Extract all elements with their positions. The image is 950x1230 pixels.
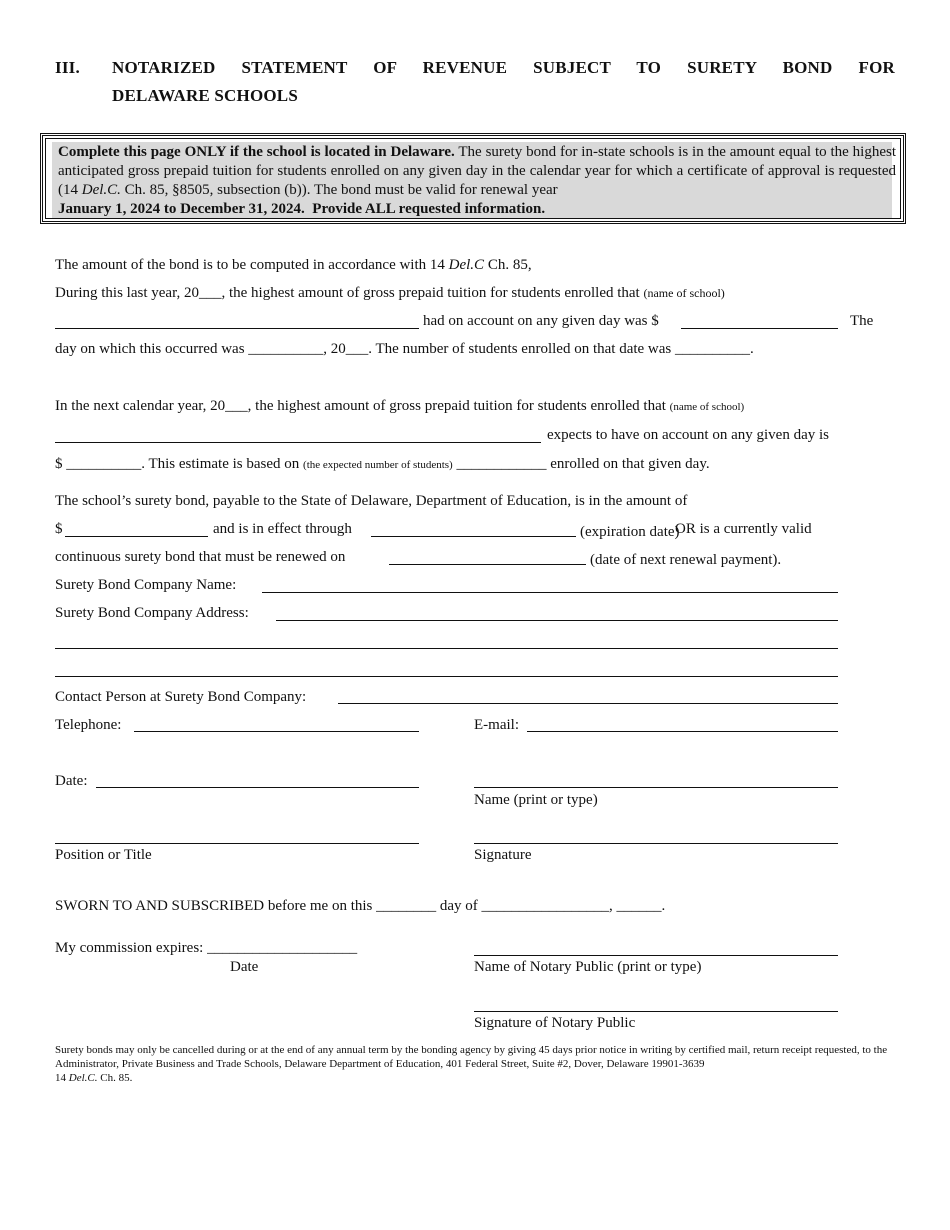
account-text: had on account on any given day was $ <box>423 313 659 329</box>
next-year-line <box>55 398 744 415</box>
commission-line: My commission expires: ____________________ <box>55 940 358 956</box>
estimate-line <box>55 456 710 473</box>
bond-line: The school’s surety bond, payable to the State of Delaware, Department of Education, is in the amount of <box>55 493 688 509</box>
computed-line <box>55 257 532 274</box>
notice-period: January 1, 2024 to December 31, 2024 <box>58 201 302 217</box>
school-name-field[interactable] <box>55 328 419 329</box>
expected-students-caption: (the expected number of students) <box>303 459 453 471</box>
contact-person-label: Contact Person at Surety Bond Company: <box>55 689 307 705</box>
notary-name-field[interactable] <box>474 955 838 956</box>
notice-text: Complete this page ONLY if the school is located in Delaware. The surety bond for in-state schools is in the amount equal to the highest anticipated gross prepaid tuition for students enrolled on any given day in the calendar year for which a certificate of approval is requested (14 Del.C. Ch. 85, §8505, subsection (b)). The bond must be valid for renewal year January 1, 2024 to December 31, 2024. Provide ALL requested information. <box>58 144 896 217</box>
computed-a: The amount of the bond is to be computed in accordance with 14 <box>55 257 449 273</box>
position-field[interactable] <box>55 843 419 844</box>
date-field[interactable] <box>96 787 419 788</box>
name-of-school-caption: (name of school) <box>643 286 725 300</box>
footnote-line2-b: Ch. 85. <box>97 1072 133 1084</box>
name-of-school-caption-2: (name of school) <box>669 401 745 413</box>
footnote-line1: Surety bonds may only be cancelled during or at the end of any annual term by the bonding agency by giving 45 days prior notice in writing by certified mail, return receipt requested, to the Administrator, Private Business and Trade Schools, Delaware Department of Education, 401 Federal Street, Suite #2, Dover, Delaware 19901-3639 <box>55 1044 888 1070</box>
contact-person-field[interactable] <box>338 703 838 704</box>
footnote <box>55 1043 895 1085</box>
amount-field[interactable] <box>681 328 838 329</box>
company-name-label: Surety Bond Company Name: <box>55 577 237 593</box>
email-field[interactable] <box>527 731 838 732</box>
notice-bold-lead: Complete this page ONLY if the school is located in Delaware. <box>58 144 455 160</box>
bond-effect-text: and is in effect through <box>213 521 352 537</box>
telephone-label: Telephone: <box>55 717 122 733</box>
day-occurred-line: day on which this occurred was __________, 20___. The number of students enrolled on that date was __________. <box>55 341 754 357</box>
notary-signature-field[interactable] <box>474 1011 838 1012</box>
signature-caption: Signature <box>474 847 532 863</box>
bond-dollar: $ <box>55 521 63 537</box>
company-name-field[interactable] <box>262 592 838 593</box>
name-print-caption: Name (print or type) <box>474 792 598 808</box>
account-the: The <box>850 313 874 329</box>
notice-text-b: Ch. 85, §8505, subsection (b)). The bond must be valid for renewal year <box>120 182 558 198</box>
estimate-b: ____________ enrolled on that given day. <box>456 456 710 472</box>
company-address-field[interactable] <box>276 620 838 621</box>
estimate-a: $ __________. This estimate is based on <box>55 456 300 472</box>
sworn-line: SWORN TO AND SUBSCRIBED before me on this ________ day of _________________, ______. <box>55 898 666 914</box>
expiration-date-caption: (expiration date) <box>580 524 680 540</box>
continuous-text: continuous surety bond that must be renewed on <box>55 549 346 565</box>
section-title-line1: NOTARIZED STATEMENT OF REVENUE SUBJECT TO SURETY BOND FOR <box>112 58 895 77</box>
computed-italic: Del.C <box>448 257 485 273</box>
notice-box <box>40 133 906 224</box>
renewal-note-caption: (date of next renewal payment). <box>590 552 782 568</box>
signature-field[interactable] <box>474 843 838 844</box>
company-address-field-3[interactable] <box>55 676 838 677</box>
or-valid-text: OR is a currently valid <box>675 521 812 537</box>
company-address-label: Surety Bond Company Address: <box>55 605 249 621</box>
commission-date-caption: Date <box>230 959 259 975</box>
notice-italic: Del.C. <box>81 182 121 198</box>
footnote-italic: Del.C. <box>68 1072 98 1084</box>
footnote-line2-a: 14 <box>55 1072 69 1084</box>
notice-bold-end: Provide ALL requested information. <box>312 201 546 217</box>
date-label: Date: <box>55 773 88 789</box>
bond-amount-field[interactable] <box>65 536 208 537</box>
renewal-date-field[interactable] <box>389 564 586 565</box>
notary-signature-caption: Signature of Notary Public <box>474 1015 636 1031</box>
section-title-line2: DELAWARE SCHOOLS <box>112 86 298 105</box>
last-year-text: During this last year, 20___, the highest amount of gross prepaid tuition for students enrolled that <box>55 285 640 301</box>
name-print-field[interactable] <box>474 787 838 788</box>
notary-name-caption: Name of Notary Public (print or type) <box>474 959 702 975</box>
computed-b: Ch. 85, <box>484 257 532 273</box>
next-year-text: In the next calendar year, 20___, the highest amount of gross prepaid tuition for students enrolled that <box>55 398 666 414</box>
company-address-field-2[interactable] <box>55 648 838 649</box>
last-year-line <box>55 285 725 302</box>
telephone-field[interactable] <box>134 731 419 732</box>
email-label: E-mail: <box>474 717 519 733</box>
expects-text: expects to have on account on any given day is <box>547 427 829 443</box>
school-name-field-2[interactable] <box>55 442 541 443</box>
position-caption: Position or Title <box>55 847 152 863</box>
expiration-date-field[interactable] <box>371 536 576 537</box>
section-number: III. <box>55 58 80 77</box>
notice-text-a: The surety bond for in-state schools is in the amount equal to the highest anticipated gross prepaid tuition for students enrolled on any given day in the calendar year for which a certificate of approval is requested (14 <box>58 144 896 198</box>
